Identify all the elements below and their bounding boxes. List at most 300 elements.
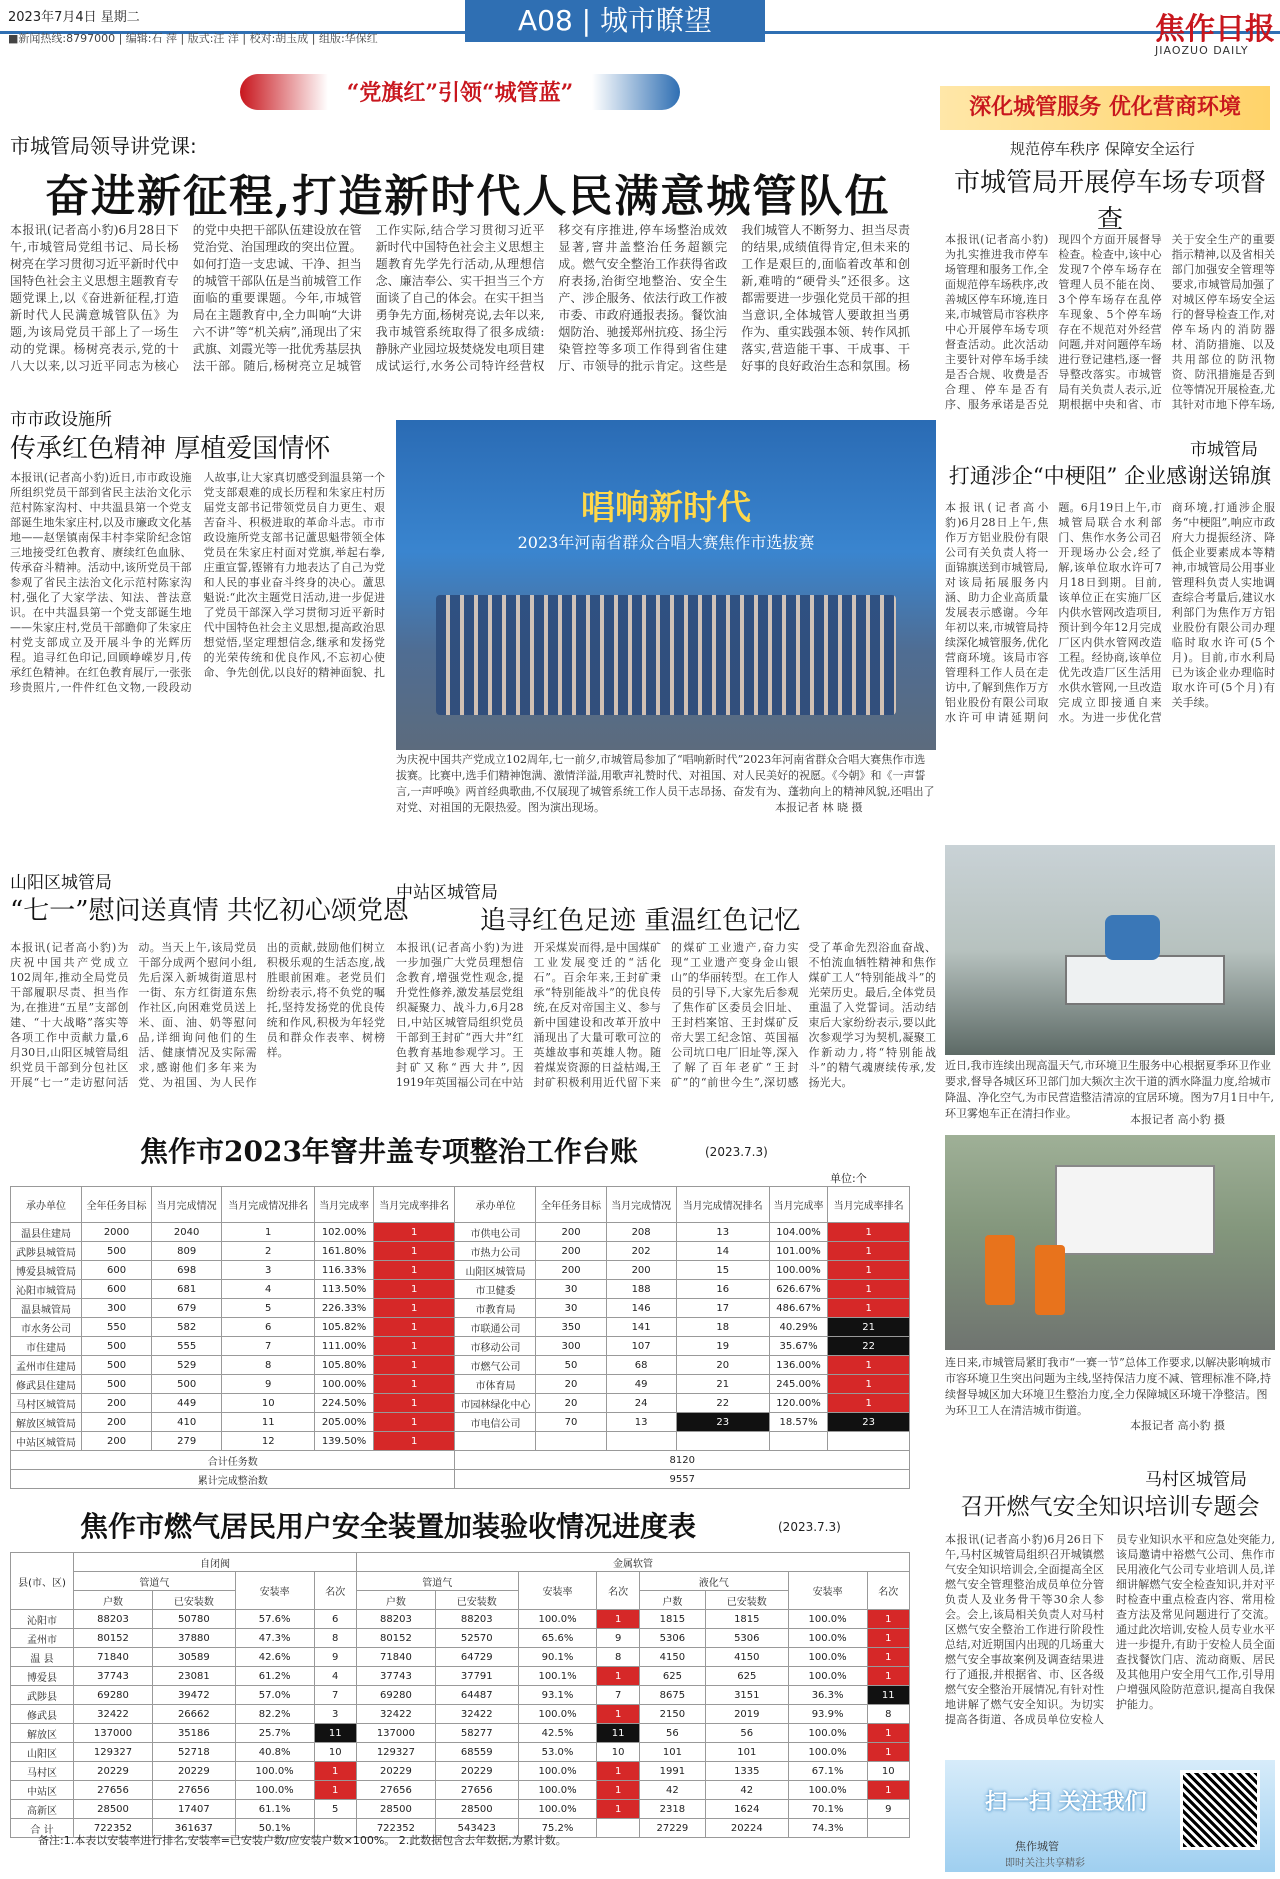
gas-cell: 88203 (356, 1610, 435, 1629)
gas-col-rank-3: 名次 (867, 1572, 909, 1610)
gas-cell: 71840 (74, 1648, 153, 1667)
gas-cell: 88203 (435, 1610, 518, 1629)
gas-cell: 129327 (356, 1743, 435, 1762)
gas-cell: 64729 (435, 1648, 518, 1667)
manhole-cell: 8 (222, 1356, 315, 1375)
gas-cell: 56 (639, 1724, 705, 1743)
manhole-cell: 博爱县城管局 (11, 1261, 82, 1280)
total-value: 8120 (455, 1451, 910, 1470)
manhole-cell: 410 (152, 1413, 222, 1432)
gas-cell: 1815 (639, 1610, 705, 1629)
manhole-table-unit: 单位:个 (830, 1172, 867, 1185)
gas-cell: 100.0% (235, 1781, 314, 1800)
manhole-cell: 13 (606, 1413, 676, 1432)
col-unit: 承办单位 (11, 1187, 82, 1223)
gas-cell: 1815 (705, 1610, 788, 1629)
gas-cell: 625 (705, 1667, 788, 1686)
manhole-cell: 30 (536, 1280, 606, 1299)
gas-cell: 137000 (356, 1724, 435, 1743)
gas-cell: 42 (705, 1781, 788, 1800)
manhole-cell: 681 (152, 1280, 222, 1299)
manhole-cell: 300 (536, 1337, 606, 1356)
manhole-cell: 23 (828, 1413, 910, 1432)
gas-cell: 1 (867, 1724, 909, 1743)
gas-cell: 58277 (435, 1724, 518, 1743)
manhole-cell: 120.00% (769, 1394, 828, 1413)
street-cleaning-photo (945, 1135, 1275, 1350)
manhole-cell: 600 (82, 1261, 152, 1280)
col-target-r: 全年任务目标 (536, 1187, 606, 1223)
manhole-table (10, 1186, 910, 1489)
photo-banner-subtitle: 2023年河南省群众合唱大赛焦作市选拔赛 (517, 533, 815, 552)
manhole-cell: 1 (373, 1413, 455, 1432)
manhole-cell: 30 (536, 1299, 606, 1318)
manhole-cell: 1 (373, 1280, 455, 1299)
newspaper-logo-en: JIAOZUO DAILY (1155, 44, 1249, 57)
gas-cell: 27656 (153, 1781, 236, 1800)
manhole-cell: 139.50% (315, 1432, 374, 1451)
gas-cell: 93.1% (518, 1686, 597, 1705)
manhole-cell: 1 (373, 1261, 455, 1280)
manhole-cell: 550 (82, 1318, 152, 1337)
gas-cell: 4 (314, 1667, 356, 1686)
gas-cell: 20229 (74, 1762, 153, 1781)
gas-cell: 11 (314, 1724, 356, 1743)
empty-cell (536, 1432, 606, 1451)
col-done-r: 当月完成情况 (606, 1187, 676, 1223)
manhole-cell: 449 (152, 1394, 222, 1413)
gas-cell: 1 (867, 1781, 909, 1800)
manhole-cell: 1 (373, 1394, 455, 1413)
chorus-photo (396, 420, 936, 750)
total-label: 累计完成整治数 (11, 1470, 455, 1489)
gas-cell: 90.1% (518, 1648, 597, 1667)
manhole-cell: 102.00% (315, 1223, 374, 1242)
manhole-cell: 1 (373, 1242, 455, 1261)
gas-cell: 5 (314, 1800, 356, 1819)
table-row (11, 1743, 910, 1762)
gas-cell: 1 (867, 1743, 909, 1762)
manhole-cell: 698 (152, 1261, 222, 1280)
gas-cell: 9 (597, 1629, 639, 1648)
gas-cell: 1 (867, 1629, 909, 1648)
gas-cell: 合 计 (11, 1819, 74, 1838)
empty-cell (828, 1432, 910, 1451)
parking-body: 本报讯(记者高小豹)为扎实推进我市停车场管理和服务工作,全面规范停车场秩序,改善城区停车环境,连日来,市城管局市容秩序中心开展停车场专项督查活动。此次活动主要针对停车场手续是否合规、收费是否合理、停车是否有序、服务承诺是否兑现四个方面开展督导检查。检查中,该中心发现7个停车场存在管理人员不能在岗、3个停车场存在乱停车现象、5个停车场存在不规范对外经营问题,并对问题停车场进行登记建档,逐一督导整改落实。市城管局有关负责人表示,近期根据中央和省、市关于安全生产的重要指示精神,以及省相关部门加强安全管理等要求,市城管局加强了对城区停车场安全运行的督导检查工作,对停车场内的消防器材、消防措施、以及共用部位的防汛物资、防汛措施是否到位等情况开展检查,尤其针对市地下停车场, (945, 233, 1275, 411)
manhole-cell: 中站区城管局 (11, 1432, 82, 1451)
gas-col-rank-1: 名次 (314, 1572, 356, 1610)
table-row (11, 1705, 910, 1724)
clean-credit: 本报记者 高小豹 摄 (1130, 1419, 1225, 1432)
chorus-credit: 本报记者 林 晓 摄 (775, 801, 863, 814)
gas-cell: 10 (597, 1743, 639, 1762)
gas-cell: 50780 (153, 1610, 236, 1629)
gas-cell: 9 (867, 1800, 909, 1819)
gas-cell: 20229 (153, 1762, 236, 1781)
gas-cell: 100.0% (518, 1762, 597, 1781)
gas-cell: 3 (314, 1705, 356, 1724)
qr-code[interactable] (1180, 1770, 1260, 1850)
manhole-cell: 市园林绿化中心 (455, 1394, 536, 1413)
manhole-cell: 12 (222, 1432, 315, 1451)
manhole-cell: 1 (828, 1375, 910, 1394)
gas-cell: 2318 (639, 1800, 705, 1819)
redspirit-unit: 市市政设施所 (10, 410, 112, 430)
lead-body: 本报讯(记者高小豹)6月28日下午,市城管局党组书记、局长杨树亮在学习贯彻习近平新时代中国特色社会主义思想主题教育专题党课上,以《奋进新征程,打造新时代人民满意城管队伍》为题,为该局党员干部上了一场生动的党课。杨树亮表示,党的十八大以来,以习近平同志为核心的党中央把干部队伍建设放在管党治党、治国理政的突出位置。如何打造一支忠诚、干净、担当的城管干部队伍是当前城管工作面临的重要课题。今年,市城管局在主题教育中,全力叫响“大讲六不讲”等“机关病”,涌现出了宋武旗、刘霞光等一批优秀基层执法干部。随后,杨树亮立足城管工作实际,结合学习贯彻习近平新时代中国特色社会主义思想主题教育先学先行活动,从理想信念、廉洁奉公、实干担当三个方面谈了自己的体会。在实干担当勇争先方面,杨树亮说,去年以来,我市城管系统取得了很多成绩:静脉产业园垃圾焚烧发电项目建成试运行,水务公司特许经营权移交有序推进,停车场整治成效显著,窨井盖整治任务超额完成。燃气安全整治工作获得省政府表扬,治街空地整治、安全生产、涉企服务、依法行政工作被市委、市政府通报表扬。餐饮油烟防治、驰援郑州抗疫、扬尘污染管控等多项工作得到省住建厅、市领导的批示肯定。这些是我们城管人不断努力、担当尽责的结果,成绩值得肯定,但未来的工作是艰巨的,面临着改革和创新,难啃的“硬骨头”还很多。这都需要进一步强化党员干部的担当意识,全体城管人要敢担当勇作为、重实践强本领、转作风抓落实,营造能干事、干成事、干好事的良好政治生态和氛围。杨 (10, 223, 910, 373)
gas-cell: 80152 (74, 1629, 153, 1648)
manhole-cell: 14 (676, 1242, 769, 1261)
manhole-cell: 13 (676, 1223, 769, 1242)
zhongzhan-headline: 追寻红色足迹 重温红色记忆 (480, 906, 801, 936)
table-row (11, 1686, 910, 1705)
col-done-rank-r: 当月完成情况排名 (676, 1187, 769, 1223)
table-row (11, 1413, 910, 1432)
gas-cell: 101 (639, 1743, 705, 1762)
manhole-cell: 1 (828, 1261, 910, 1280)
table-row (11, 1432, 910, 1451)
manhole-cell: 20 (536, 1375, 606, 1394)
manhole-cell: 70 (536, 1413, 606, 1432)
manhole-cell: 500 (82, 1356, 152, 1375)
manhole-cell: 1 (373, 1318, 455, 1337)
gas-cell: 1 (867, 1610, 909, 1629)
gas-cell: 100.0% (788, 1743, 867, 1762)
manhole-cell: 68 (606, 1356, 676, 1375)
manhole-cell: 529 (152, 1356, 222, 1375)
gas-cell: 100.0% (788, 1610, 867, 1629)
gas-cell: 1 (314, 1762, 356, 1781)
table-row (11, 1800, 910, 1819)
gas-cell: 100.0% (518, 1781, 597, 1800)
gas-cell: 100.0% (518, 1800, 597, 1819)
gas-cell: 75.2% (518, 1819, 597, 1838)
gas-cell: 1335 (705, 1762, 788, 1781)
gas-cell: 625 (639, 1667, 705, 1686)
manhole-cell: 20 (536, 1394, 606, 1413)
manhole-cell: 200 (606, 1261, 676, 1280)
manhole-cell: 101.00% (769, 1242, 828, 1261)
manhole-cell: 200 (82, 1394, 152, 1413)
manhole-cell: 武陟县城管局 (11, 1242, 82, 1261)
table-row (11, 1648, 910, 1667)
gas-cell: 5306 (705, 1629, 788, 1648)
gas-col-rate-1: 安装率 (235, 1572, 314, 1610)
gas-cell: 42 (639, 1781, 705, 1800)
table-row (11, 1724, 910, 1743)
table-row (11, 1762, 910, 1781)
manhole-cell: 40.29% (769, 1318, 828, 1337)
table-row (11, 1667, 910, 1686)
manhole-cell: 1 (373, 1432, 455, 1451)
gas-cell: 28500 (74, 1800, 153, 1819)
shanyang-headline: “七一”慰问送真情 共忆初心颂党恩 (10, 896, 409, 926)
manhole-cell: 486.67% (769, 1299, 828, 1318)
manhole-cell: 5 (222, 1299, 315, 1318)
manhole-cell: 11 (222, 1413, 315, 1432)
manhole-cell: 市教育局 (455, 1299, 536, 1318)
col-rate-rank-r: 当月完成率排名 (828, 1187, 910, 1223)
gas-cell: 61.2% (235, 1667, 314, 1686)
manhole-cell: 2040 (152, 1223, 222, 1242)
col-rate-r: 当月完成率 (769, 1187, 828, 1223)
page-code: A08 (517, 4, 573, 37)
fog-credit: 本报记者 高小豹 摄 (1130, 1113, 1225, 1126)
manhole-cell: 孟州市住建局 (11, 1356, 82, 1375)
table-row (11, 1781, 910, 1800)
gas-cell: 722352 (356, 1819, 435, 1838)
col-rate: 当月完成率 (315, 1187, 374, 1223)
gas-cell: 26662 (153, 1705, 236, 1724)
manhole-cell: 3 (222, 1261, 315, 1280)
manhole-cell: 21 (676, 1375, 769, 1394)
gas-cell: 孟州市 (11, 1629, 74, 1648)
gas-cell: 6 (314, 1610, 356, 1629)
gas-cell: 1 (597, 1762, 639, 1781)
manhole-cell: 沁阳市城管局 (11, 1280, 82, 1299)
gas-cell: 36.3% (788, 1686, 867, 1705)
table-row (11, 1242, 910, 1261)
manhole-cell: 市体育局 (455, 1375, 536, 1394)
gas-cell: 100.1% (518, 1667, 597, 1686)
gas-cell: 28500 (435, 1800, 518, 1819)
manhole-cell: 6 (222, 1318, 315, 1337)
campaign-ribbon: 深化城管服务 优化营商环境 (940, 86, 1270, 130)
gas-cell: 137000 (74, 1724, 153, 1743)
manhole-cell: 18 (676, 1318, 769, 1337)
manhole-cell: 20 (676, 1356, 769, 1375)
gas-cell: 42.6% (235, 1648, 314, 1667)
manhole-cell: 市燃气公司 (455, 1356, 536, 1375)
gas-cell: 博爱县 (11, 1667, 74, 1686)
manhole-cell: 1 (828, 1356, 910, 1375)
manhole-table-date: (2023.7.3) (705, 1145, 768, 1159)
gas-cell: 27656 (74, 1781, 153, 1800)
gas-cell: 7 (597, 1686, 639, 1705)
gas-col-households-2: 户数 (356, 1591, 435, 1610)
manhole-cell: 温县住建局 (11, 1223, 82, 1242)
manhole-cell: 202 (606, 1242, 676, 1261)
page-name: 城市瞭望 (600, 4, 713, 37)
gas-cell: 1 (597, 1705, 639, 1724)
zhongzhan-unit: 中站区城管局 (396, 883, 498, 903)
gas-cell: 70.1% (788, 1800, 867, 1819)
manhole-cell: 2000 (82, 1223, 152, 1242)
qr-label: 焦作城管 (1015, 1840, 1059, 1853)
gas-cell: 32422 (356, 1705, 435, 1724)
manhole-cell: 600 (82, 1280, 152, 1299)
manhole-cell: 809 (152, 1242, 222, 1261)
gas-cell: 56 (705, 1724, 788, 1743)
gas-cell: 82.2% (235, 1705, 314, 1724)
gas-cell: 722352 (74, 1819, 153, 1838)
manhole-cell: 113.50% (315, 1280, 374, 1299)
gas-cell: 2150 (639, 1705, 705, 1724)
manhole-cell: 35.67% (769, 1337, 828, 1356)
manhole-cell: 1 (373, 1337, 455, 1356)
gas-cell: 100.0% (788, 1629, 867, 1648)
gas-cell: 20229 (435, 1762, 518, 1781)
gas-cell: 1991 (639, 1762, 705, 1781)
gas-cell: 27656 (435, 1781, 518, 1800)
gas-cell: 修武县 (11, 1705, 74, 1724)
manhole-cell: 15 (676, 1261, 769, 1280)
gas-cell: 69280 (356, 1686, 435, 1705)
gas-cell: 100.0% (788, 1724, 867, 1743)
clean-caption: 连日来,市城管局紧盯我市“一赛一节”总体工作要求,以解决影响城市市容环境卫生突出问题为主线,坚持保洁力度不减、管理标准不降,持续督导城区加大环境卫生整治力度,全力保障城区环境干净整洁。图为环卫工人在清洁城市街道。 (945, 1356, 1272, 1417)
page-banner: A08 | 城市瞭望 (465, 0, 765, 42)
gas-group-valve: 自闭阀 (74, 1553, 357, 1572)
table-row (11, 1318, 910, 1337)
gas-cell: 10 (867, 1762, 909, 1781)
manhole-cell: 2 (222, 1242, 315, 1261)
gas-cell: 23081 (153, 1667, 236, 1686)
manhole-cell: 500 (152, 1375, 222, 1394)
table-row (11, 1280, 910, 1299)
gas-cell: 1 (597, 1610, 639, 1629)
manhole-cell: 500 (82, 1242, 152, 1261)
manhole-cell: 188 (606, 1280, 676, 1299)
editorial-meta: ■新闻热线:8797000 | 编辑:石 萍 | 版式:汪 洋 | 校对:胡玉成 | 组版:华保红 (8, 32, 378, 45)
manhole-cell: 23 (676, 1413, 769, 1432)
manhole-cell: 市供电公司 (455, 1223, 536, 1242)
manhole-cell: 22 (676, 1394, 769, 1413)
lead-kicker: 市城管局领导讲党课: (10, 134, 197, 158)
empty-cell (676, 1432, 769, 1451)
manhole-cell: 104.00% (769, 1223, 828, 1242)
manhole-cell: 200 (536, 1261, 606, 1280)
col-done: 当月完成情况 (152, 1187, 222, 1223)
manhole-cell: 200 (82, 1432, 152, 1451)
shanyang-unit: 山阳区城管局 (10, 873, 112, 893)
gas-cell: 35186 (153, 1724, 236, 1743)
gas-cell: 39472 (153, 1686, 236, 1705)
qr-slogan: 扫一扫 关注我们 (985, 1789, 1147, 1815)
gas-cell: 20229 (356, 1762, 435, 1781)
macun-body: 本报讯(记者高小豹)6月26日下午,马村区城管局组织召开城镇燃气安全知识培训会,全面提高全区燃气安全管理整治成员单位分管负责人及业务骨干等30余人参会。会上,该局相关负责人对马村区燃气安全整治工作进行阶段性总结,对近期国内出现的几场重大燃气安全事故案例及调查结果进行了通报,并根据省、市、区各级燃气安全整治开展情况,有针对性地讲解了燃气安全知识。为切实提高各街道、各成员单位安检人员专业知识水平和应急处突能力,该局邀请中裕燃气公司、焦作市民用液化气公司专业培训人员,详细讲解燃气安全检查知识,并对平时检查中重点检查内容、常用检查方法及常见问题进行了交流。通过此次培训,安检人员专业水平进一步提升,有助于安检人员全面查找餐饮门店、流动商贩、居民及其他用户安全用气工作,引导用户增强风险防范意识,提高自我保护能力。 (945, 1533, 1275, 1726)
table-row (11, 1356, 910, 1375)
chorus-caption: 为庆祝中国共产党成立102周年,七一前夕,市城管局参加了“唱响新时代”2023年河南省群众合唱大赛焦作市选拔赛。比赛中,选手们精神饱满、激情洋溢,用歌声礼赞时代、对祖国、对人民美好的祝愿。《今朝》和《一声誓言,一声呼唤》两首经典歌曲,不仅展现了城管系统工作人员干志昂扬、奋发有为、蓬勃向上的精神风貌,还唱出了对党、对祖国的无限热爱。图为演出现场。 (396, 753, 935, 814)
manhole-cell: 107 (606, 1337, 676, 1356)
manhole-cell: 温县城管局 (11, 1299, 82, 1318)
gas-col-installed-3: 已安装数 (705, 1591, 788, 1610)
table-row (11, 1223, 910, 1242)
gas-cell: 74.3% (788, 1819, 867, 1838)
gas-cell: 67.1% (788, 1762, 867, 1781)
gas-col-households-3: 户数 (639, 1591, 705, 1610)
enterprise-body: 本报讯(记者高小豹)6月28日上午,焦作万方铝业股份有限公司有关负责人将一面锦旗送到市城管局,对该局拓展服务内涵、助力企业高质量发展表示感谢。今年年初以来,市城管局持续深化城管服务,优化营商环境。该局市容管理科工作人员在走访中,了解到焦作万方铝业股份有限公司取水许可申请延期问题。6月19日上午,市城管局联合水利部门、焦作水务公司召开现场办公会,经了解,该单位取水许可7月18日到期。目前,该单位正在实施厂区内供水管网改造项目,预计到今年12月完成厂区内供水管网改造工程。经协商,该单位优先改造厂区生活用水供水管网,一旦改造完成立即接通自来水。为进一步优化营商环境,打通涉企服务“中梗阻”,响应市政府大力提振经济、降低企业要素成本等精神,市城管局公用事业管理科负责人实地调查综合考量后,建议水利部门为焦作万方铝业股份有限公司办理临时取水许可(5个月)。目前,市水利局已为该企业办理临时取水许可(5个月)有关手续。 (945, 501, 1275, 724)
manhole-cell: 22 (828, 1337, 910, 1356)
manhole-cell: 555 (152, 1337, 222, 1356)
manhole-cell: 111.00% (315, 1337, 374, 1356)
empty-cell (769, 1432, 828, 1451)
gas-table-notes: 备注:1.本表以安装率进行排名,安装率=已安装户数/应安装户数×100%。 2.此数据包含去年数据,为累计数。 (38, 1834, 567, 1847)
manhole-cell: 245.00% (769, 1375, 828, 1394)
table-row (11, 1261, 910, 1280)
gas-cell: 沁阳市 (11, 1610, 74, 1629)
gas-cell: 100.0% (235, 1762, 314, 1781)
manhole-cell: 116.33% (315, 1261, 374, 1280)
macun-headline: 召开燃气安全知识培训专题会 (960, 1494, 1260, 1520)
gas-cell: 8 (314, 1629, 356, 1648)
gas-cell: 11 (597, 1724, 639, 1743)
gas-cell: 37743 (74, 1667, 153, 1686)
gas-table-date: (2023.7.3) (778, 1520, 841, 1534)
gas-cell: 42.5% (518, 1724, 597, 1743)
manhole-cell: 224.50% (315, 1394, 374, 1413)
gas-cell: 37791 (435, 1667, 518, 1686)
manhole-cell: 18.57% (769, 1413, 828, 1432)
manhole-cell: 1 (828, 1223, 910, 1242)
col-target: 全年任务目标 (82, 1187, 152, 1223)
gas-cell: 37880 (153, 1629, 236, 1648)
manhole-cell: 市水务公司 (11, 1318, 82, 1337)
gas-cell: 543423 (435, 1819, 518, 1838)
fog-caption: 近日,我市连续出现高温天气,市环境卫生服务中心根据夏季环卫作业要求,督导各城区环卫部门加大频次主次干道的洒水降温力度,给城市降温、净化空气,为市民营造整洁清凉的宜居环境。图为7月1日中午,环卫雾炮车正在清扫作业。 (945, 1059, 1274, 1120)
gas-cell: 马村区 (11, 1762, 74, 1781)
manhole-cell: 1 (222, 1223, 315, 1242)
manhole-cell: 1 (828, 1299, 910, 1318)
gas-cell: 30589 (153, 1648, 236, 1667)
manhole-cell: 市电信公司 (455, 1413, 536, 1432)
manhole-cell: 市联通公司 (455, 1318, 536, 1337)
manhole-cell: 1 (828, 1280, 910, 1299)
macun-unit: 马村区城管局 (1145, 1470, 1247, 1490)
gas-col-rate-3: 安装率 (788, 1572, 867, 1610)
gas-cell: 57.6% (235, 1610, 314, 1629)
table-row (11, 1375, 910, 1394)
gas-cell: 100.0% (788, 1648, 867, 1667)
table-row (11, 1299, 910, 1318)
manhole-cell: 279 (152, 1432, 222, 1451)
total-label: 合计任务数 (11, 1451, 455, 1470)
total-value: 9557 (455, 1470, 910, 1489)
gas-col-rank-2: 名次 (597, 1572, 639, 1610)
manhole-cell: 解放区城管局 (11, 1413, 82, 1432)
manhole-cell: 24 (606, 1394, 676, 1413)
manhole-table-title: 焦作市2023年窨井盖专项整治工作台账 (140, 1135, 638, 1168)
gas-col-installed-1: 已安装数 (153, 1591, 236, 1610)
manhole-cell: 105.80% (315, 1356, 374, 1375)
empty-cell (606, 1432, 676, 1451)
gas-cell: 5306 (639, 1629, 705, 1648)
gas-cell: 中站区 (11, 1781, 74, 1800)
gas-cell: 8 (867, 1705, 909, 1724)
gas-cell: 129327 (74, 1743, 153, 1762)
manhole-cell: 205.00% (315, 1413, 374, 1432)
gas-cell: 57.0% (235, 1686, 314, 1705)
manhole-cell: 市住建局 (11, 1337, 82, 1356)
empty-cell (455, 1432, 536, 1451)
gas-cell: 52718 (153, 1743, 236, 1762)
manhole-cell: 市移动公司 (455, 1337, 536, 1356)
gas-cell: 2019 (705, 1705, 788, 1724)
gas-cell: 93.9% (788, 1705, 867, 1724)
manhole-cell: 146 (606, 1299, 676, 1318)
parking-kicker: 规范停车秩序 保障安全运行 (1010, 140, 1195, 158)
manhole-cell: 582 (152, 1318, 222, 1337)
manhole-cell: 200 (82, 1413, 152, 1432)
gas-sub-pipe-1: 管道气 (74, 1572, 236, 1591)
manhole-cell: 136.00% (769, 1356, 828, 1375)
gas-cell: 68559 (435, 1743, 518, 1762)
fog-cannon-photo (945, 845, 1275, 1055)
table-row (11, 1610, 910, 1629)
shanyang-body: 本报讯(记者高小豹)为庆祝中国共产党成立102周年,推动全局党员干部履职尽责、担当作为,在推进“五星”支部创建、“十大战略”落实等各项工作中贡献力量,6月30日,山阳区城管局组织党员干部到分包社区开展“七一”走访慰问活动。当天上午,该局党员干部分成两个慰问小组,先后深入新城街道思村一街、东方红街道东焦作社区,向困难党员送上米、面、油、奶等慰问品,详细询问他们的生活、健康情况及实际需求,感谢他们多年来为党、为祖国、为人民作出的贡献,鼓励他们树立积极乐观的生活态度,战胜眼前困难。老党员们纷纷表示,将不负党的嘱托,坚持发扬党的优良传统和作风,积极为年轻党员和群众作表率、树榜样。 (10, 941, 385, 1089)
gas-col-households-1: 户数 (74, 1591, 153, 1610)
gas-cell: 100.0% (788, 1667, 867, 1686)
gas-cell: 64487 (435, 1686, 518, 1705)
gas-cell: 7 (314, 1686, 356, 1705)
